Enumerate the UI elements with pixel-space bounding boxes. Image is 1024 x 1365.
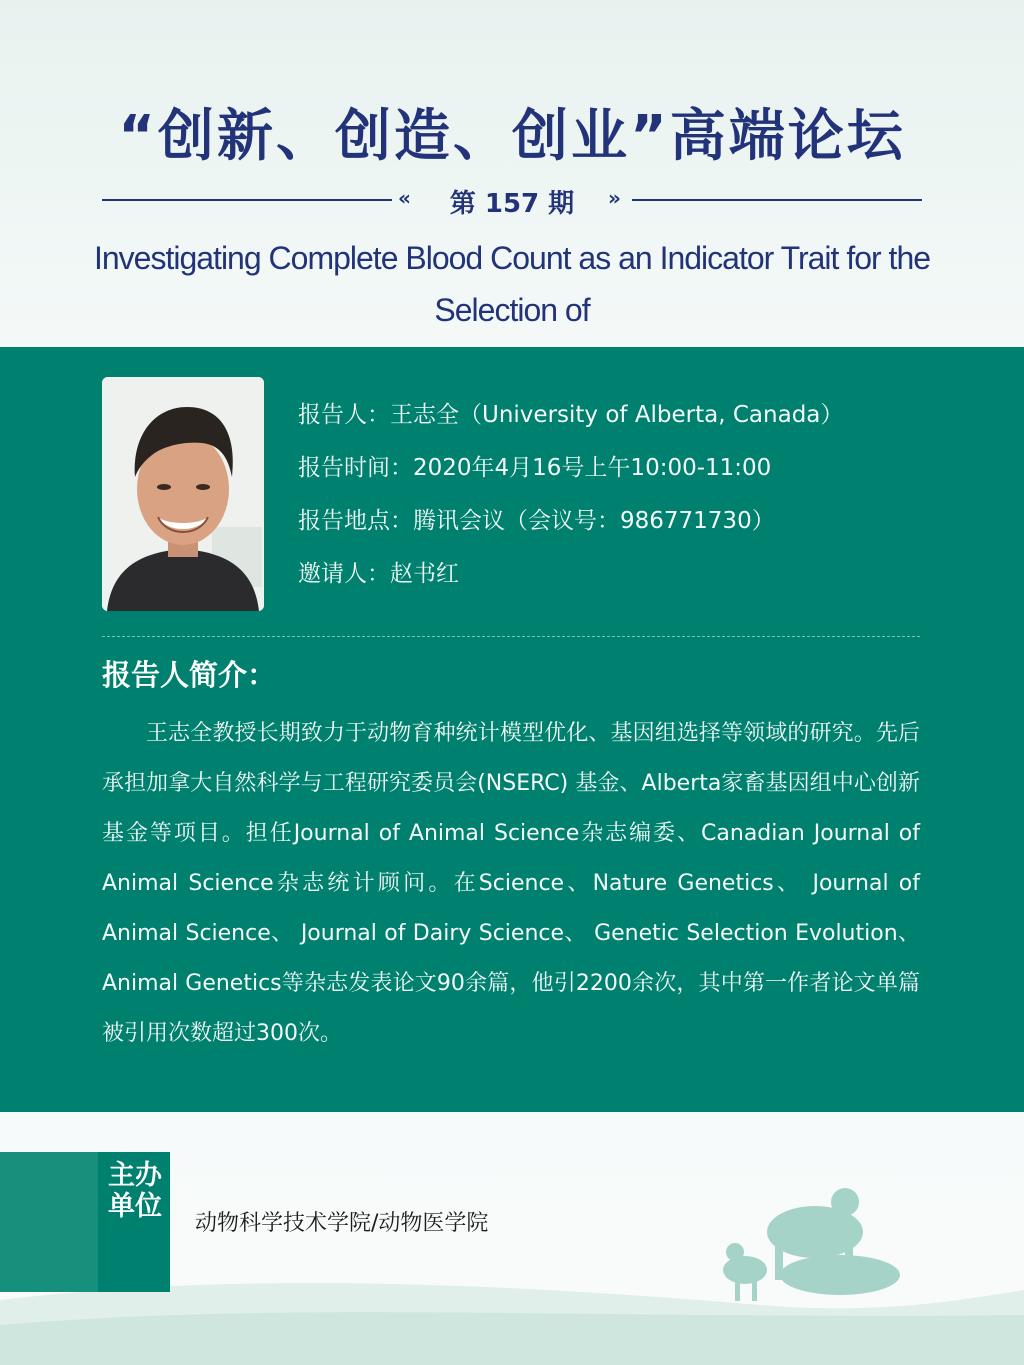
sponsor-accent [0,1152,98,1292]
speaker-photo [102,377,264,611]
sponsor-badge [0,1152,170,1292]
issue-row [102,180,922,220]
main-panel [0,347,1024,1112]
bio-text: 王志全教授长期致力于动物育种统计模型优化、基因组选择等领域的研究。先后承担加拿大自然科学与工程研究委员会(NSERC) 基金、Alberta家畜基因组中心创新基金等项目。担任Journal of Animal Science杂志编委、Canadian Journal of Animal Science杂志统计顾问。在Science、Nature Genetics、 Journal of Animal Science、 Journal of Dairy Science、 Genetic Selection Evolution、Animal Genetics等杂志发表论文90余篇，他引2200余次，其中第一作者论文单篇被引用次数超过300次。 [102,721,920,1046]
inviter-line: 邀请人：赵书红 [298,561,459,587]
header-section [0,0,1024,345]
talk-title-line-1: Investigating Complete Blood Count as an Indicator Trait for the Selection of [93,240,931,328]
forum-title: “创新、创造、创业”高端论坛 [118,104,906,169]
sponsor-label: 主办单位 [108,1160,162,1222]
dashed-divider [102,636,920,637]
time-line: 报告时间：2020年4月16号上午10:00-11:00 [298,455,772,481]
speaker-portrait-icon [102,377,264,611]
sponsor-name: 动物科学技术学院/动物医学院 [195,1211,489,1236]
talk-info [298,395,843,607]
issue-number: 第 157 期 [449,189,575,219]
double-chevron-left-icon: « [398,186,411,210]
issue-right-line [632,199,922,201]
farm-animals-icon [723,1188,900,1301]
bio-heading: 报告人简介： [102,658,277,692]
double-chevron-right-icon: » [608,186,621,210]
location-line: 报告地点：腾讯会议（会议号：986771730） [298,508,775,534]
speaker-line: 报告人：王志全（University of Alberta, Canada） [298,402,844,428]
